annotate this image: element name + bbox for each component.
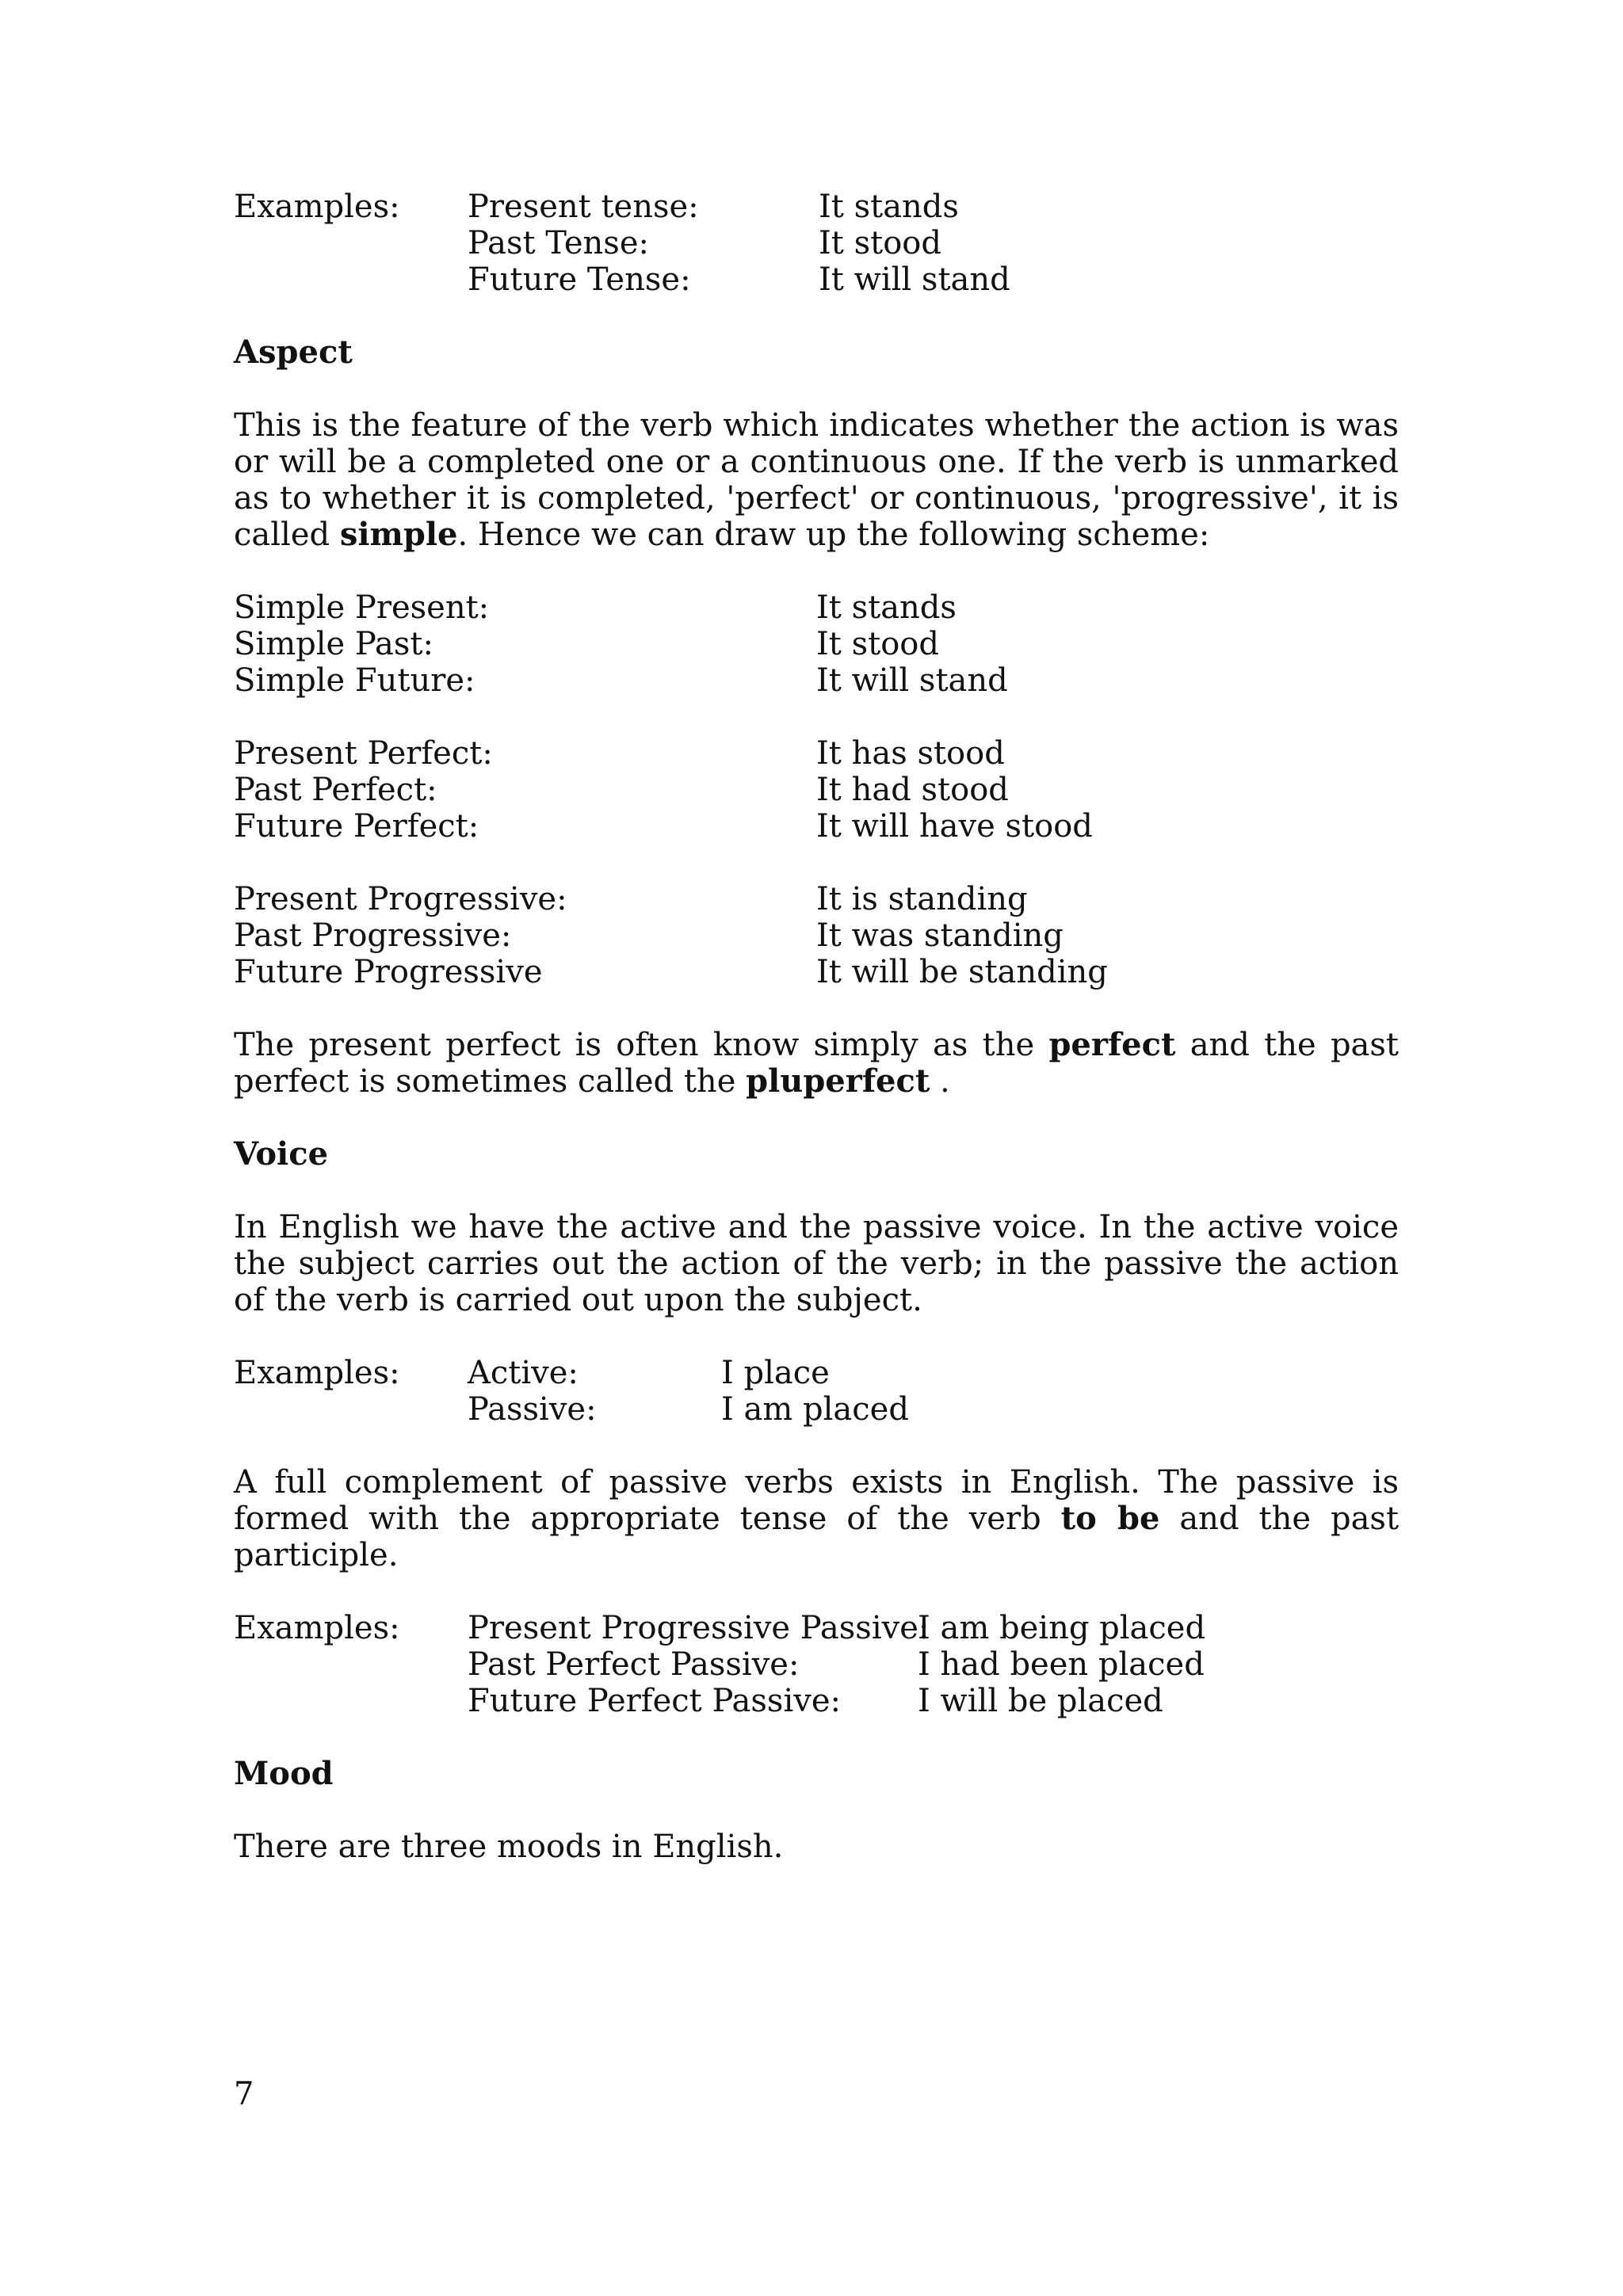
aspect-heading: Aspect: [234, 334, 353, 371]
aspect-simple-group: [234, 589, 1399, 699]
aspect-term: Present Perfect:: [234, 735, 493, 772]
voice-example: I place: [721, 1355, 830, 1391]
aspect-row: [234, 917, 1399, 954]
passive-term: Past Perfect Passive:: [468, 1646, 800, 1683]
tense-example: It stands: [819, 189, 959, 225]
aspect-row: [234, 589, 1399, 626]
aspect-term: Present Progressive:: [234, 881, 567, 917]
aspect-example: It has stood: [816, 735, 1005, 772]
aspect-term: Future Progressive: [234, 954, 543, 990]
aspect-term: Future Perfect:: [234, 808, 479, 845]
tense-example-row: [234, 189, 1399, 225]
mood-heading: Mood: [234, 1755, 334, 1792]
voice-examples: [234, 1355, 1399, 1428]
tense-term: Present tense:: [468, 189, 699, 225]
examples-label: Examples:: [234, 1610, 400, 1646]
term-pluperfect: pluperfect: [746, 1062, 930, 1100]
term-perfect: perfect: [1048, 1026, 1176, 1063]
examples-label: Examples:: [234, 1355, 400, 1391]
aspect-term: Simple Past:: [234, 626, 433, 662]
tense-examples: [234, 189, 1399, 298]
aspect-example: It was standing: [816, 917, 1064, 954]
voice-heading: Voice: [234, 1135, 329, 1173]
voice-example-row: [234, 1391, 1399, 1428]
tense-example: It stood: [819, 225, 941, 261]
aspect-example: It will have stood: [816, 808, 1093, 845]
tense-example-row: [234, 261, 1399, 298]
voice-example: I am placed: [721, 1391, 909, 1428]
voice-paragraph: In English we have the active and the passive voice. In the active voice the subject carries out the action of the verb; in the passive the action of the verb is carried out upon the subject.: [234, 1209, 1399, 1318]
page-number: 7: [234, 2076, 254, 2112]
passive-example-row: [234, 1610, 1399, 1646]
passive-example-row: [234, 1683, 1399, 1719]
aspect-term: Simple Present:: [234, 589, 490, 626]
aspect-progressive-group: [234, 881, 1399, 990]
aspect-example: It will be standing: [816, 954, 1108, 990]
aspect-row: [234, 954, 1399, 990]
aspect-perfect-group: [234, 735, 1399, 845]
perfect-note-paragraph: The present perfect is often know simply as the perfect and the past perfect is sometimes called the pluperfect .: [234, 1026, 1400, 1100]
passive-example-row: [234, 1646, 1399, 1683]
term-to-be: to be: [1060, 1500, 1160, 1537]
aspect-row: [234, 881, 1399, 917]
passive-term: Future Perfect Passive:: [468, 1683, 841, 1719]
passive-term: Present Progressive Passive:: [468, 1610, 930, 1646]
passive-paragraph: A full complement of passive verbs exists in English. The passive is formed with the appropriate tense of the verb to be and the past participle.: [234, 1464, 1400, 1573]
aspect-example: It is standing: [816, 881, 1028, 917]
voice-example-row: [234, 1355, 1399, 1391]
voice-term: Passive:: [468, 1391, 597, 1428]
aspect-row: [234, 808, 1399, 845]
mood-paragraph: There are three moods in English.: [234, 1829, 784, 1865]
aspect-example: It had stood: [816, 772, 1009, 808]
aspect-term: Past Perfect:: [234, 772, 437, 808]
voice-term: Active:: [468, 1355, 579, 1391]
tense-term: Past Tense:: [468, 225, 649, 261]
document-page: [234, 189, 1399, 1865]
aspect-example: It will stand: [816, 662, 1008, 699]
passive-example: I am being placed: [918, 1610, 1206, 1646]
aspect-example: It stood: [816, 626, 939, 662]
tense-example-row: [234, 225, 1399, 261]
tense-term: Future Tense:: [468, 261, 691, 298]
aspect-row: [234, 662, 1399, 699]
tense-example: It will stand: [819, 261, 1010, 298]
aspect-row: [234, 735, 1399, 772]
aspect-term: Past Progressive:: [234, 917, 512, 954]
passive-example: I will be placed: [918, 1683, 1163, 1719]
aspect-row: [234, 626, 1399, 662]
aspect-paragraph: This is the feature of the verb which indicates whether the action is was or will be a completed one or a continuous one. If the verb is unmarked as to whether it is completed, 'perfect' or continuous, 'progressive', it is called simple. Hence we can draw up the following scheme:: [234, 407, 1399, 553]
aspect-row: [234, 772, 1399, 808]
aspect-term: Simple Future:: [234, 662, 475, 699]
aspect-example: It stands: [816, 589, 957, 626]
passive-example: I had been placed: [918, 1646, 1205, 1683]
passive-examples: [234, 1610, 1399, 1719]
examples-label: Examples:: [234, 189, 400, 225]
term-simple: simple: [339, 516, 458, 553]
